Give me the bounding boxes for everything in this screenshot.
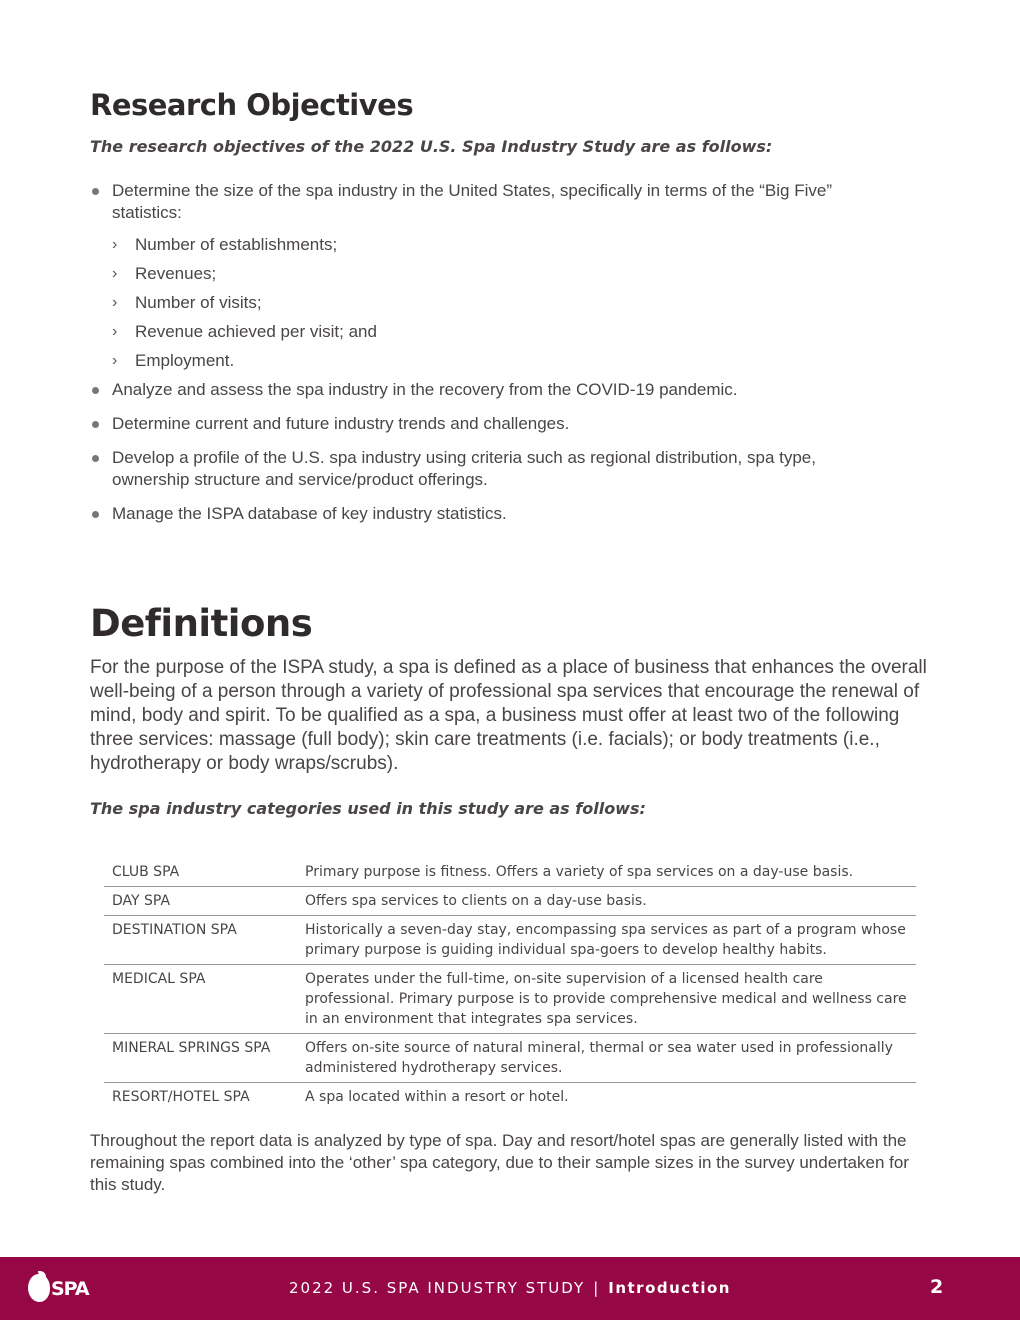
category-name: MEDICAL SPA [104,965,297,1034]
list-item [90,379,890,401]
footer-separator: | [593,1279,601,1297]
sub-list-item [112,234,890,263]
definitions-heading: Definitions [90,602,313,645]
sub-list-item-text: Number of visits; [135,293,262,312]
sub-list-item [112,263,890,292]
sub-list-item-text: Revenues; [135,264,217,283]
list-item-text: Determine the size of the spa industry in the United States, specifically in terms of the “Big Five” statistics: [112,181,832,222]
category-description: Historically a seven-day stay, encompassing spa services as part of a program whose primary purpose is guiding individual spa-goers to develop healthy habits. [297,916,916,965]
table-row [104,1034,916,1083]
category-description: Offers on-site source of natural mineral, thermal or sea water used in professionally administered hydrotherapy services. [297,1034,916,1083]
list-item-text: Manage the ISPA database of key industry statistics. [112,504,507,523]
categories-intro: The spa industry categories used in this study are as follows: [90,799,646,818]
definitions-body: For the purpose of the ISPA study, a spa is defined as a place of business that enhances the overall well-being of a person through a variety of professional spa services that encourage the renewal of mind, body and spirit. To be qualified as a spa, a business must offer at least two of the following three services: massage (full body); skin care treatments (i.e. facials); or body treatments (i.e., hydrotherapy or body wraps/scrubs). [90,657,927,774]
section-name: Introduction [608,1279,731,1297]
category-name: DAY SPA [104,887,297,916]
category-description: Offers spa services to clients on a day-use basis. [297,887,916,916]
bullet-icon [92,511,99,518]
category-name: DESTINATION SPA [104,916,297,965]
chevron-right-icon: › [112,323,118,340]
category-name: RESORT/HOTEL SPA [104,1083,297,1112]
sub-list-item [112,350,890,379]
bullet-icon [92,387,99,394]
research-objectives-intro: The research objectives of the 2022 U.S. Spa Industry Study are as follows: [90,137,773,156]
sub-list-item [112,321,890,350]
table-row [104,965,916,1034]
table-row [104,858,916,887]
closing-paragraph: Throughout the report data is analyzed by type of spa. Day and resort/hotel spas are generally listed with the remaining spas combined into the ‘other’ spa category, due to their sample sizes in the survey undertaken for this study. [90,1131,909,1194]
research-objectives-heading: Research Objectives [90,88,414,122]
category-name: CLUB SPA [112,864,180,880]
page-footer [0,1257,1020,1320]
list-item-text: Determine current and future industry trends and challenges. [112,414,570,433]
table-row [104,887,916,916]
sub-list-item-text: Revenue achieved per visit; and [135,322,377,341]
report-title: 2022 U.S. SPA INDUSTRY STUDY [288,1279,586,1297]
spa-categories-table [104,858,916,1111]
sub-list-item-text: Number of establishments; [135,235,338,254]
list-item-text: Analyze and assess the spa industry in the recovery from the COVID-19 pandemic. [112,380,738,399]
research-objectives-list [90,180,890,525]
chevron-right-icon: › [112,352,118,369]
table-row [104,916,916,965]
list-item [90,180,890,379]
table-row [104,1083,916,1112]
category-description: Primary purpose is fitness. Offers a variety of spa services on a day-use basis. [305,864,854,880]
list-item-text: Develop a profile of the U.S. spa industry using criteria such as regional distribution, spa type, ownership structure and service/product offerings. [112,448,816,489]
logo-text: SPA [51,1278,89,1300]
bullet-icon [92,455,99,462]
chevron-right-icon: › [112,294,118,311]
footer-running-title [0,1279,1020,1297]
category-name: MINERAL SPRINGS SPA [104,1034,297,1083]
chevron-right-icon: › [112,236,118,253]
list-item [90,413,890,435]
sub-list-item-text: Employment. [135,351,235,370]
category-description: Operates under the full-time, on-site supervision of a licensed health care professional. Primary purpose is to provide comprehensive medical and wellness care in an environment that integrates spa services. [297,965,916,1034]
category-description: A spa located within a resort or hotel. [297,1083,916,1112]
bullet-icon [92,188,99,195]
sub-list-item [112,292,890,321]
chevron-right-icon: › [112,265,118,282]
bullet-icon [92,421,99,428]
list-item [90,447,890,491]
page-number: 2 [930,1276,944,1298]
list-item [90,503,890,525]
big-five-list [112,234,890,379]
